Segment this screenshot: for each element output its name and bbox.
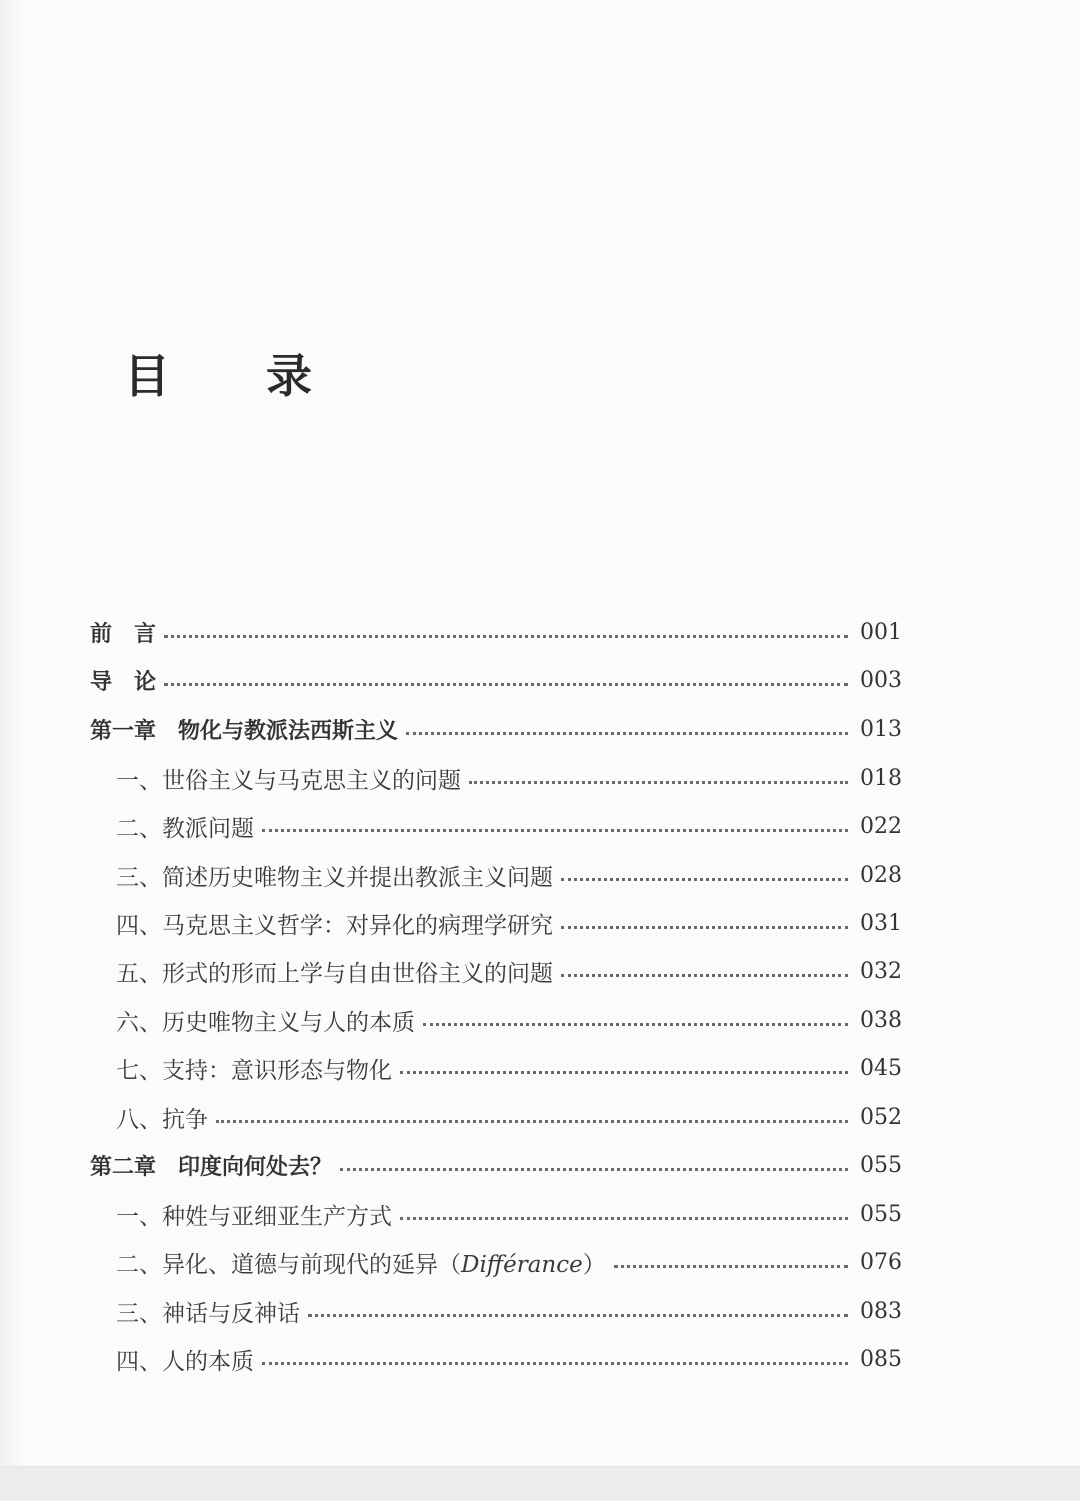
toc-entry-label: 六、历史唯物主义与人的本质 — [116, 1009, 415, 1036]
toc-entry — [116, 899, 902, 947]
toc-entry-label: 三、神话与反神话 — [116, 1300, 300, 1327]
toc-entry-label: 五、形式的形而上学与自由世俗主义的问题 — [116, 960, 553, 987]
dot-leader — [423, 1023, 848, 1026]
toc-entry — [90, 705, 902, 753]
dot-leader — [400, 1217, 848, 1220]
toc-entry-label-italic: Différance — [461, 1251, 583, 1278]
toc-entry-page: 076 — [860, 1249, 902, 1275]
toc-entry — [116, 754, 902, 802]
dot-leader — [400, 1071, 848, 1074]
toc-entry — [116, 996, 902, 1044]
toc-entry-label: 第二章 印度向何处去？ — [90, 1154, 333, 1180]
toc-entry-label: 四、马克思主义哲学：对异化的病理学研究 — [116, 912, 553, 939]
toc-entry-label: 一、种姓与亚细亚生产方式 — [116, 1203, 392, 1230]
toc-entry-page: 013 — [860, 716, 902, 742]
dot-leader — [308, 1314, 848, 1317]
dot-leader — [340, 1168, 848, 1171]
toc-entry-page: 032 — [860, 958, 902, 984]
toc-entry-label: 前 言 — [90, 621, 157, 647]
toc-entry — [116, 1044, 902, 1092]
toc-entry — [116, 851, 902, 899]
dot-leader — [164, 683, 848, 686]
toc-entry-page: 022 — [860, 813, 902, 839]
toc-entry-page: 055 — [860, 1201, 902, 1227]
toc-entry-label: 七、支持：意识形态与物化 — [116, 1057, 392, 1084]
dot-leader — [561, 926, 848, 929]
toc-entry-page: 055 — [860, 1152, 902, 1178]
toc-entry — [116, 802, 902, 850]
page-title: 目 录 — [124, 349, 353, 403]
toc-entry-page: 031 — [860, 910, 902, 936]
toc-entry-page: 052 — [860, 1104, 902, 1130]
toc-entry — [116, 1287, 902, 1335]
toc-entry — [116, 1190, 902, 1238]
toc-entry — [90, 656, 902, 704]
toc-entry-page: 085 — [860, 1346, 902, 1372]
toc-entry-page: 083 — [860, 1298, 902, 1324]
toc-entry — [90, 1141, 902, 1189]
toc-entry-label-main: 二、异化、道德与前现代的延异（ — [116, 1251, 461, 1278]
toc-entry — [116, 1093, 902, 1141]
page-gutter-shadow — [0, 0, 26, 1466]
toc-entry-label: 一、世俗主义与马克思主义的问题 — [116, 767, 461, 794]
toc-entry-label: 导 论 — [90, 669, 157, 695]
toc-entry-label — [116, 1246, 606, 1279]
toc-entry — [116, 947, 902, 995]
toc-entry-page: 018 — [860, 765, 902, 791]
dot-leader — [262, 1362, 848, 1365]
dot-leader — [164, 635, 848, 638]
toc-entry-label: 三、简述历史唯物主义并提出教派主义问题 — [116, 864, 553, 891]
toc-entry-page: 003 — [860, 667, 902, 693]
toc-entry-label: 第一章 物化与教派法西斯主义 — [90, 718, 399, 744]
dot-leader — [262, 829, 848, 832]
toc-entry-label: 二、教派问题 — [116, 815, 254, 842]
toc-entry-label: 四、人的本质 — [116, 1348, 254, 1375]
dot-leader — [561, 974, 848, 977]
toc-entry-page: 028 — [860, 862, 902, 888]
dot-leader — [406, 732, 848, 735]
dot-leader — [469, 781, 848, 784]
toc-entry-page: 038 — [860, 1007, 902, 1033]
toc-entry-page: 045 — [860, 1055, 902, 1081]
toc-entry-label: 八、抗争 — [116, 1106, 208, 1133]
page-bottom-edge — [0, 1466, 1080, 1501]
dot-leader — [614, 1265, 848, 1268]
toc-entry-label-tail: ） — [582, 1251, 606, 1278]
dot-leader — [561, 878, 848, 881]
toc-entry — [90, 608, 902, 656]
toc-entry — [116, 1238, 902, 1286]
toc-entry-page: 001 — [860, 619, 902, 645]
dot-leader — [216, 1120, 848, 1123]
toc-entry — [116, 1335, 902, 1383]
